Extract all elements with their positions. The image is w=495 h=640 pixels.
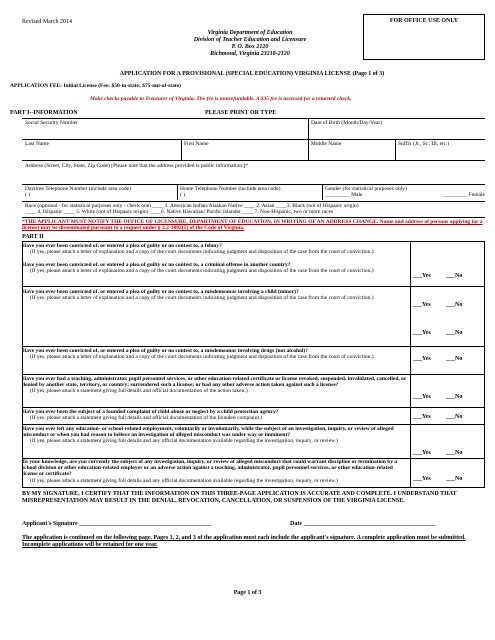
- divider: [181, 139, 182, 160]
- revised-date: Revised March 2014: [22, 19, 72, 25]
- race-line-2: ____ 4. Hispanic ____ 5. White (not of Hispanic origin) ____6. Native Hawaiian/ Pacific Islander ____ 7. Non-Hispanic, two or more races: [25, 209, 334, 216]
- question-item: [22, 348, 407, 360]
- question-note: (If yes, please attach a letter of explanation and a copy of the court documents indicating judgment and disposition of the case from the court of conviction.): [30, 249, 374, 256]
- divider: [22, 201, 485, 202]
- gender-label: Gender (for statistical purposes only): [325, 186, 407, 192]
- ssn-field[interactable]: Social Security Number: [25, 120, 78, 126]
- first-name-field[interactable]: First Name: [184, 141, 209, 147]
- divider: [395, 139, 396, 160]
- daytime-phone-label: Daytime Telephone Number (include area code): [25, 186, 131, 192]
- phone-parens: ( ): [180, 192, 186, 199]
- dept-line: Division of Teacher Education and Licensure: [193, 37, 307, 43]
- question-item: [22, 376, 407, 395]
- q4-yes-option[interactable]: ___Yes: [413, 356, 431, 362]
- daytime-phone-field[interactable]: [25, 186, 131, 199]
- divider: [22, 118, 485, 119]
- question-note: (If yes, please attach a statement giving full details and official documentation of the action taken.): [30, 388, 248, 395]
- q2-no-option[interactable]: ___No: [446, 302, 463, 308]
- address-change-notice: *THE APPLICANT MUST NOTIFY THE OFFICE OF LICENSURE, DEPARTMENT OF EDUCATION, IN WRITING OF AN ADDRESS CHANGE. Name and address of persons applying for a license) may be disseminated pursuant to a request under § 2.2-3802(5) of the Code of Virginia.: [22, 219, 483, 232]
- fee-line: APPLICATION FEE: Initial License (Fee: $50-in-state; $75-out-of-state): [10, 83, 181, 89]
- divider: [308, 139, 309, 160]
- divider: [322, 184, 323, 200]
- q1-yes-option[interactable]: ___Yes: [413, 273, 431, 279]
- divider: [22, 139, 485, 140]
- divider: [22, 346, 485, 347]
- question-note: (If yes, please attach a letter of explanation and a copy of the court documents indicating judgment and disposition of the case from the court of conviction.): [30, 354, 374, 361]
- question-item: [22, 426, 407, 445]
- question-note: (If yes, please attach a statement giving full details and official documentation of the founded complaint.): [30, 415, 263, 422]
- question-text: Have you ever been convicted of, or entered a plea of guilty or no contest to, a misdemeanor involving a child (minor)?: [22, 289, 299, 295]
- q8-no-option[interactable]: ___No: [446, 476, 463, 482]
- fee-note: Make checks payable to Treasurer of Virginia. The fee is nonrefundable. A $35 fee is assessed for a returned check.: [90, 96, 352, 102]
- question-item: [22, 243, 407, 255]
- last-name-field[interactable]: Last Name: [25, 141, 49, 147]
- divider: [22, 217, 485, 218]
- phone-parens: ( ): [25, 192, 31, 199]
- suffix-field[interactable]: Suffix (Jr., Sr., III, etc.): [398, 141, 450, 147]
- dob-field[interactable]: Date of Birth (Month/Day/Year): [311, 120, 383, 126]
- q3-yes-option[interactable]: ___Yes: [413, 330, 431, 336]
- q1-no-option[interactable]: ___No: [446, 273, 463, 279]
- q4-no-option[interactable]: ___No: [446, 356, 463, 362]
- page-number: Page 1 of 3: [233, 590, 262, 596]
- home-phone-label: Home Telephone Number (include area code): [180, 186, 281, 192]
- gender-male[interactable]: _________ Male: [325, 192, 363, 199]
- office-use-box: [363, 14, 485, 60]
- divider: [177, 184, 178, 200]
- dept-line: P. O. Box 2120: [231, 44, 269, 50]
- question-text: Have you ever left any education- or school-related employment, voluntarily or involuntarily, while the subject of an investigation, inquiry, or review of alleged misconduct or when you had reason to believe an investigation of alleged misconduct was under way or imminent?: [22, 426, 394, 439]
- question-text: To your knowledge, are you currently the subject of any investigation, inquiry, or review of alleged misconduct that could warrant discipline or termination by a school division or other education-related employer or an adverse action against a teaching, administrator, pupil personnel services, or other education-related license or certificate?: [22, 459, 398, 478]
- question-text: Have you ever been convicted of, or entered a plea of guilty or no contest to, a felony?: [22, 243, 222, 249]
- divider: [22, 424, 485, 425]
- q8-yes-option[interactable]: ___Yes: [413, 476, 431, 482]
- part2-heading: PART II: [22, 234, 44, 240]
- department-address: [160, 30, 340, 58]
- office-use-label: FOR OFFICE USE ONLY: [389, 18, 459, 24]
- q3-no-option[interactable]: ___No: [446, 330, 463, 336]
- gender-options: [325, 192, 485, 198]
- gender-field[interactable]: [325, 186, 485, 199]
- q5-yes-option[interactable]: ___Yes: [413, 394, 431, 400]
- question-note: (If yes, please attach a letter of explanation and a copy of the court documents indicating judgment and disposition of the case from the court of conviction.): [30, 268, 374, 275]
- q7-yes-option[interactable]: ___Yes: [413, 450, 431, 456]
- address-field[interactable]: Address (Street, City, State, Zip Code) [Please note that the address provided is public information.]*: [25, 163, 248, 169]
- middle-name-field[interactable]: Middle Name: [311, 141, 342, 147]
- divider: [22, 374, 485, 375]
- race-field[interactable]: [25, 203, 487, 216]
- question-item: [22, 289, 407, 301]
- divider: [22, 160, 485, 161]
- certification-statement: BY MY SIGNATURE, I CERTIFY THAT THE INFORMATION ON THIS THREE-PAGE APPLICATION IS ACCURATE AND COMPLETE. I UNDERSTAND THAT MISREPRESENTATION MAY RESULT IN THE DENIAL, REVOCATION, CANCELLATION, OR SUSPENSION OF THE VIRGINIA LICENSE.: [22, 491, 457, 505]
- home-phone-field[interactable]: [180, 186, 280, 199]
- part1-heading: PART I--INFORMATION: [10, 110, 78, 116]
- divider: [22, 286, 485, 287]
- print-instruction: PLEASE PRINT OR TYPE: [205, 110, 277, 116]
- question-note: (If yes, please attach a statement giving full details and any official documentation available regarding the investigation, inquiry, or review.): [30, 438, 338, 445]
- question-text: Have you ever been the subject of a founded complaint of child abuse or neglect by a child protection agency?: [22, 409, 279, 415]
- divider: [22, 184, 485, 185]
- dept-line: Richmond, Virginia 23218-2120: [210, 51, 290, 57]
- question-text: Have you ever been convicted of, or entered a plea of guilty or no contest to, a misdemeanor involving drugs (not alcohol)?: [22, 348, 308, 354]
- dept-line: Virginia Department of Education: [207, 30, 293, 36]
- question-note: (If yes, please attach a letter of explanation and a copy of the court documents indicating judgment and disposition of the case from the court of conviction.): [30, 295, 374, 302]
- question-note: (If yes, please attach a statement giving full details and any official documentation available regarding the investigation, inquiry, or review.): [30, 477, 338, 484]
- question-item: [22, 409, 407, 421]
- question-text: Have you ever been convicted of, or entered a plea of guilty or no contest to, a criminal offense in another country?: [22, 262, 291, 268]
- date-line[interactable]: Date ____________________________________________: [290, 521, 436, 527]
- race-line-1: Race (optional - for statistical purposes only - check one) ____ 1. American Indian/Alaskan Native ____ 2. Asian ____3. Black (not of Hispanic origin): [25, 203, 359, 209]
- divider: [22, 407, 485, 408]
- q7-no-option[interactable]: ___No: [446, 450, 463, 456]
- question-item: [22, 262, 407, 274]
- form-title: APPLICATION FOR A PROVISIONAL (SPECIAL EDUCATION) VIRGINIA LICENSE (Page 1 of 3): [119, 71, 385, 77]
- question-text: Have you ever had a teaching, administrator, pupil personnel services, or other education-related certificate or license revoked, suspended, invalidated, cancelled, or denied by another state, territory, or country; surrendered such a license; or had any other adverse action taken against such a license?: [22, 376, 407, 389]
- q5-no-option[interactable]: ___No: [446, 394, 463, 400]
- divider: [308, 118, 309, 139]
- signature-line[interactable]: Applicant's Signature ____________________________________________: [22, 521, 212, 527]
- continuation-notice: The application is continued on the following page. Pages 1, 2, and 3 of the application must each include the applicant's signature. A complete application must be submitted. Incomplete applications will be retained for one year.: [22, 535, 466, 549]
- q6-no-option[interactable]: ___No: [446, 414, 463, 420]
- q6-yes-option[interactable]: ___Yes: [413, 414, 431, 420]
- gender-female[interactable]: _________ Female: [442, 192, 485, 199]
- divider: [410, 241, 411, 488]
- question-item: [22, 459, 407, 484]
- q2-yes-option[interactable]: ___Yes: [413, 302, 431, 308]
